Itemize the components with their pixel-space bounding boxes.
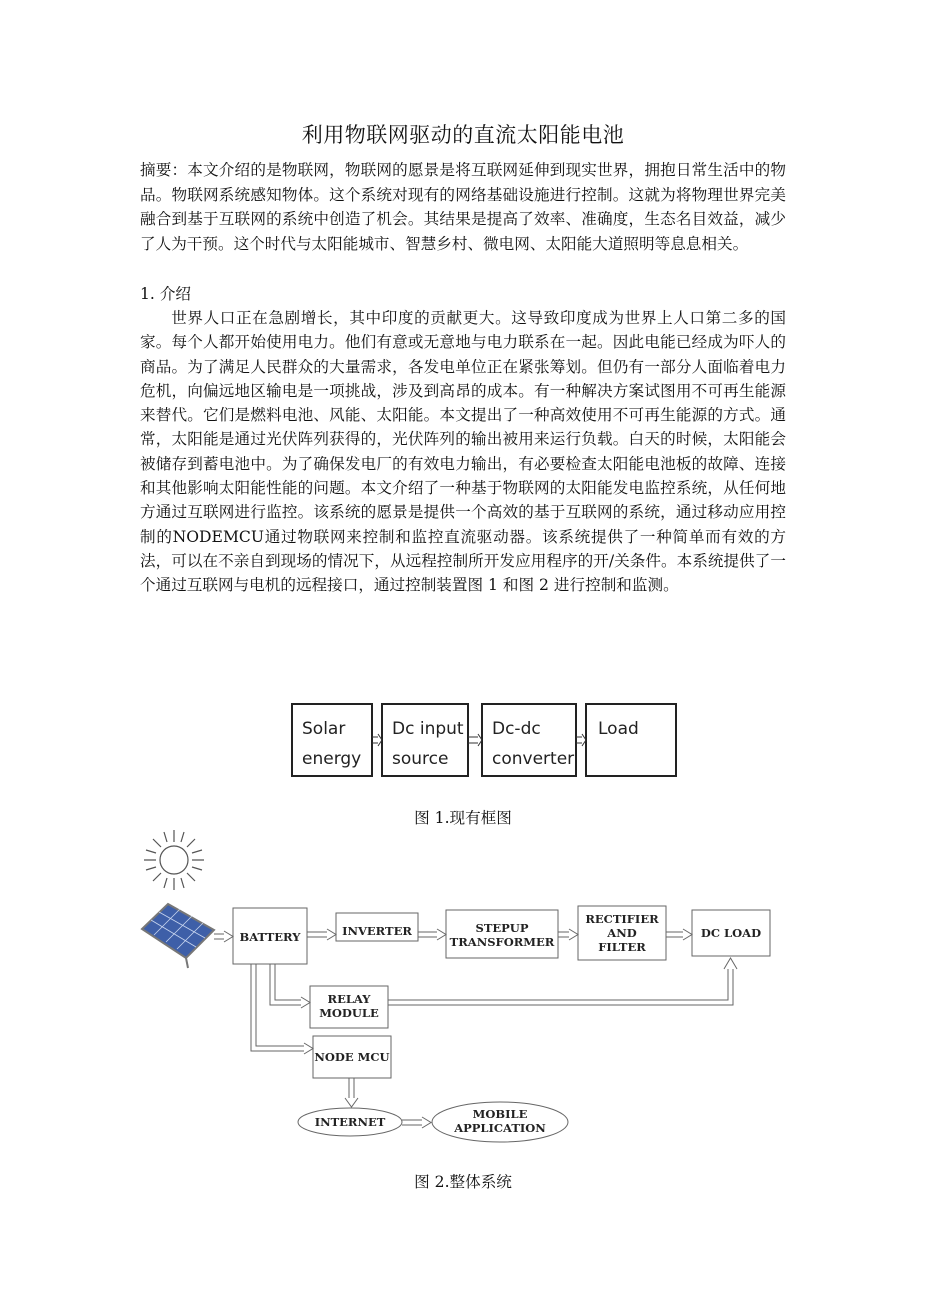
figure-1-caption: 图 1.现有框图 xyxy=(414,809,512,827)
solar-panel-icon xyxy=(142,904,214,968)
section-heading-introduction: 1. 介绍 xyxy=(140,285,192,303)
rectifier-label: RECTIFIER xyxy=(585,912,659,926)
block-label: energy xyxy=(302,749,362,769)
block-label: Solar xyxy=(302,719,346,739)
block-label: Load xyxy=(598,719,639,739)
block-label: converter xyxy=(492,749,575,769)
filter-label: FILTER xyxy=(598,940,646,954)
arrow-icon xyxy=(558,929,578,940)
arrow-icon xyxy=(270,964,310,1008)
stepup-label: STEPUP xyxy=(475,921,529,935)
arrow-icon xyxy=(214,931,233,942)
arrow-icon xyxy=(372,734,382,746)
battery-label: BATTERY xyxy=(239,930,301,944)
figure-1-block-diagram xyxy=(288,700,680,782)
mobile-label: MOBILE xyxy=(472,1107,528,1121)
node-mcu-label: NODE MCU xyxy=(314,1050,390,1064)
and-label: AND xyxy=(607,926,637,940)
arrow-icon xyxy=(418,929,446,940)
figure-2-caption: 图 2.整体系统 xyxy=(414,1173,512,1191)
sun-icon xyxy=(144,830,204,890)
arrow-icon xyxy=(251,964,313,1054)
relay-label: RELAY xyxy=(327,992,371,1006)
transformer-label: TRANSFORMER xyxy=(449,935,555,949)
figure-2-system-diagram xyxy=(138,826,788,1146)
block-label: source xyxy=(392,749,449,769)
block-load xyxy=(586,704,676,776)
block-label: Dc input xyxy=(392,719,464,739)
arrow-icon xyxy=(402,1117,431,1128)
block-label: Dc-dc xyxy=(492,719,541,739)
application-label: APPLICATION xyxy=(454,1121,546,1135)
arrow-icon xyxy=(666,929,692,940)
introduction-paragraph: 世界人口正在急剧增长，其中印度的贡献更大。这导致印度成为世界上人口第二多的国家。每个人都开始使用电力。他们有意或无意地与电力联系在一起。因此电能已经成为吓人的商品。为了满足人民群众的大量需求，各发电单位正在紧张筹划。但仍有一部分人面临着电力危机，向偏远地区输电是一项挑战，涉及到高昂的成本。有一种解决方案试图用不可再生能源来替代。它们是燃料电池、风能、太阳能。本文提出了一种高效使用不可再生能源的方式。通常，太阳能是通过光伏阵列获得的，光伏阵列的输出被用来运行负载。白天的时候，太阳能会被储存到蓄电池中。为了确保发电厂的有效电力输出，有必要检查太阳能电池板的故障、连接和其他影响太阳能性能的问题。本文介绍了一种基于物联网的太阳能发电监控系统，从任何地方通过互联网进行监控。该系统的愿景是提供一个高效的基于互联网的系统，通过移动应用控制的NODEMCU通过物联网来控制和监控直流驱动器。该系统提供了一种简单而有效的方法，可以在不亲自到现场的情况下，从远程控制所开发应用程序的开/关条件。本系统提供了一个通过互联网与电机的远程接口，通过控制装置图 1 和图 2 进行控制和监测。 xyxy=(140,309,786,595)
internet-label: INTERNET xyxy=(314,1115,386,1129)
arrow-icon xyxy=(345,1078,358,1107)
inverter-label: INVERTER xyxy=(342,924,412,938)
module-label: MODULE xyxy=(319,1006,379,1020)
arrow-icon xyxy=(576,734,586,746)
arrow-icon xyxy=(307,929,336,940)
abstract-paragraph: 摘要：本文介绍的是物联网，物联网的愿景是将互联网延伸到现实世界，拥抱日常生活中的物品。物联网系统感知物体。这个系统对现有的网络基础设施进行控制。这就为将物理世界完美融合到基于互联网的系统中创造了机会。其结果是提高了效率、准确度，生态名目效益，减少了人为干预。这个时代与太阳能城市、智慧乡村、微电网、太阳能大道照明等息息相关。 xyxy=(140,161,786,253)
arrow-icon xyxy=(468,734,482,746)
arrow-icon xyxy=(388,958,737,1005)
dc-load-label: DC LOAD xyxy=(700,926,762,940)
paper-title: 利用物联网驱动的直流太阳能电池 xyxy=(301,123,625,147)
